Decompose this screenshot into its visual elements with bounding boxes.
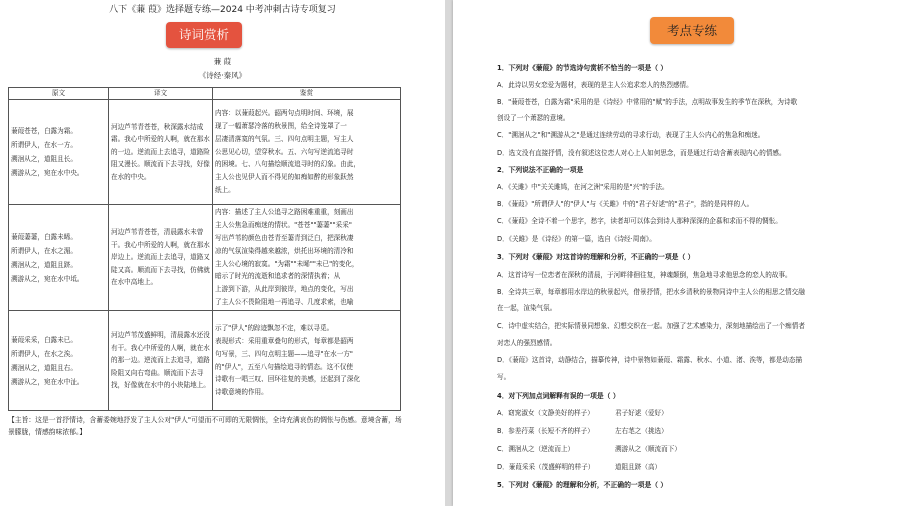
question-1-option-c: C．"溯洄从之"和"溯游从之"是通过连续劳动的寻求行动，表现了主人公内心的焦急和痴迷。	[497, 131, 765, 139]
table-row	[9, 311, 401, 411]
question-4-option-d: D．蒹葭采采（茂盛鲜明的样子） 道阻且跻（高）	[497, 463, 662, 471]
question-4-option-a: A．窈窕淑女（文静美好的样子） 君子好逑（爱好）	[497, 409, 668, 417]
header-appreciation: 鉴赏	[213, 88, 401, 100]
poem-source: 《诗经·秦风》	[198, 71, 247, 80]
table-row	[9, 100, 401, 205]
original-cell: 蒹葭苍苍，白露为霜。 所谓伊人，在水一方。 溯洄从之，道阻且长。 溯游从之，宛在水中央。	[9, 100, 109, 205]
question-4-option-c: C．溯洄从之（逆流而上） 溯游从之（顺流而下）	[497, 445, 681, 453]
poem-table	[8, 87, 401, 411]
page-header: 八下《蒹 葭》选择题专练—2024 中考冲刺古诗专项复习	[109, 5, 336, 15]
section-tag-practice: 考点专练	[650, 17, 734, 44]
question-2-option-d: D．《关雎》是《诗经》的第一篇，选自《诗经·周南》。	[497, 235, 656, 243]
question-1-option-a: A．此诗以男女恋爱为题材，表现的是主人公追求恋人的热烈感情。	[497, 81, 693, 89]
question-3-option-b-cont: 在一起，渲染气氛。	[497, 304, 557, 312]
appreciation-cell: 内容：描述了主人公追寻之路困难重重，刻画出 主人公焦急而痴迷的情状。"苍苍""萋萋""采采" 写出芦苇的颜色由苍青至萋青到泛白，把深秋凄 凉的气氛渲染得越来越浓，烘托出环境的清冷和 主人公心境的寂寞。"为霜""未晞""未已"的变化， 暗示了时光的流逝和追求者的深情执着；从 上游到下游，从此岸到彼岸，地点的变化，写出 了主人公不畏险阻地一再追寻、几度求索，也喻	[213, 205, 401, 311]
question-1-title: 1．下列对《蒹葭》的节选诗句赏析不恰当的一项是（ ）	[497, 64, 668, 72]
question-1-option-b: B．"蒹葭苍苍，白露为霜"采用的是《诗经》中常用的"赋"的手法，点明故事发生的季节在深秋，为诗歌	[497, 98, 798, 106]
header-original: 原文	[9, 88, 109, 100]
translation-cell: 河边芦苇茂盛鲜明，清晨露水还没有干。我心中所爱的人啊，就在水的那一边。逆流而上去追寻，道路险阻又向右弯曲。顺流而下去寻找，好像就在水中的小块陆地上。	[109, 311, 213, 411]
appreciation-cell: 内容：以蒹葭起兴。韶两句点明时间、环境，展 现了一幅萧瑟冷落的秋景图，给全诗笼罩了一 层凄清落寞的气氛。三、四句点明主题，写主人 公思见心切，望穿秋水。五、六句写逆流追寻时 的困境。七、八句描绘顺流追寻时的幻象。由此， 主人公也见伊人而不得见的如痴如醉的形象跃然 纸上。	[213, 100, 401, 205]
question-1-option-d: D．选文没有直接抒情，没有叙述这位恋人对心上人如何思念，而是通过行动含蓄表现内心的情感。	[497, 149, 786, 157]
header-translation: 译文	[109, 88, 213, 100]
question-4-title: 4．对下列加点词解释有误的一项是（ ）	[497, 392, 620, 400]
section-tag-appreciation: 诗词赏析	[166, 22, 242, 48]
page-gap	[445, 0, 453, 506]
question-3-option-d: D．《蒹葭》这首诗，动静结合，描摹传神，诗中景物如蒹葭、霜露、秋水、小道、渚、涘等，都是动态描	[497, 356, 803, 364]
table-row	[9, 205, 401, 311]
question-4-option-b: B．参差荇菜（长短不齐的样子） 左右芼之（挑选）	[497, 427, 668, 435]
question-3-option-c: C．诗中虚实结合，把实际情景同想象、幻想交织在一起。加强了艺术感染力，深刻地描绘出了一个痴情者	[497, 322, 805, 330]
translation-cell: 河边芦苇青苍苍，清晨露水未曾干。我心中所爱的人啊，就在那水岸边上。逆流而上去追寻，道路又陡又高。顺流而下去寻找，仿佛就在水中高地上。	[109, 205, 213, 311]
question-3-option-a: A．这首诗写一位恋者在深秋的清晨，于河畔徘徊往复，神魂颠倒，焦急地寻求他思念的恋人的故事。	[497, 271, 792, 279]
question-2-option-c: C．《蒹葭》全诗不着一个思字，愁字，读者却可以体会到诗人那种深深的企慕和求而不得的惆怅。	[497, 217, 782, 225]
question-3-title: 3．下列对《蒹葭》对这首诗的理解和分析，不正确的一项是（ ）	[497, 253, 695, 261]
question-3-option-b: B．全诗共三章，每章都用水岸边的秋景起兴，借景抒情，把水乡清秋的景物同诗中主人公的相思之情交融	[497, 288, 805, 296]
question-2-title: 2．下列说法不正确的一项是	[497, 166, 584, 174]
question-3-option-c-cont: 对恋人的强烈感情。	[497, 339, 557, 347]
question-2-option-a: A．《关雎》中"关关雎鸠，在河之洲"采用的是"兴"的手法。	[497, 183, 669, 191]
question-3-option-d-cont: 写。	[497, 373, 511, 381]
poem-title: 蒹 葭	[213, 57, 232, 66]
question-1-option-b-cont: 创设了一个萧瑟的意境。	[497, 114, 570, 122]
question-2-option-b: B．《蒹葭》"所谓伊人"的"伊人"与《关雎》中的"君子好逑"的"君子"，指的是同样的人。	[497, 200, 754, 208]
translation-cell: 河边芦苇青苍苍，秋深露水结成霜。我心中所爱的人啊，就在那水的一边。逆流而上去追寻，道路险阻又漫长。顺流而下去寻找，好像在水的中央。	[109, 100, 213, 205]
appreciation-cell: 示了"伊人"的踪迹飘忽不定，难以寻觅。 表现形式：采用重章叠句的形式，每章都是韶两 句写景，三、四句点明主题——追寻"在水一方" 的"伊人"，五至八句描绘追寻的情态。这不仅使 诗歌有一唱三叹、回环往复的美感，还起到了深化 诗歌意境的作用。	[213, 311, 401, 411]
original-cell: 蒹葭采采，白露未已。 所谓伊人，在水之涘。 溯洄从之，道阻且右。 溯游从之，宛在水中沚。	[9, 311, 109, 411]
question-5-title: 5．下列对《蒹葭》的理解和分析，不正确的一项是（ ）	[497, 481, 668, 489]
original-cell: 蒹葭萋萋，白露未晞。 所谓伊人，在水之湄。 溯洄从之，道阻且跻。 溯游从之，宛在水中坻。	[9, 205, 109, 311]
poem-summary: 【主旨：这是一首抒情诗，含蓄委婉地抒发了主人公对"伊人"可望而不可即的无限惆怅，全诗充满哀伤的惆怅与伤感。意境含蓄，场景朦胧，情感韵味浓郁。】	[8, 416, 402, 436]
